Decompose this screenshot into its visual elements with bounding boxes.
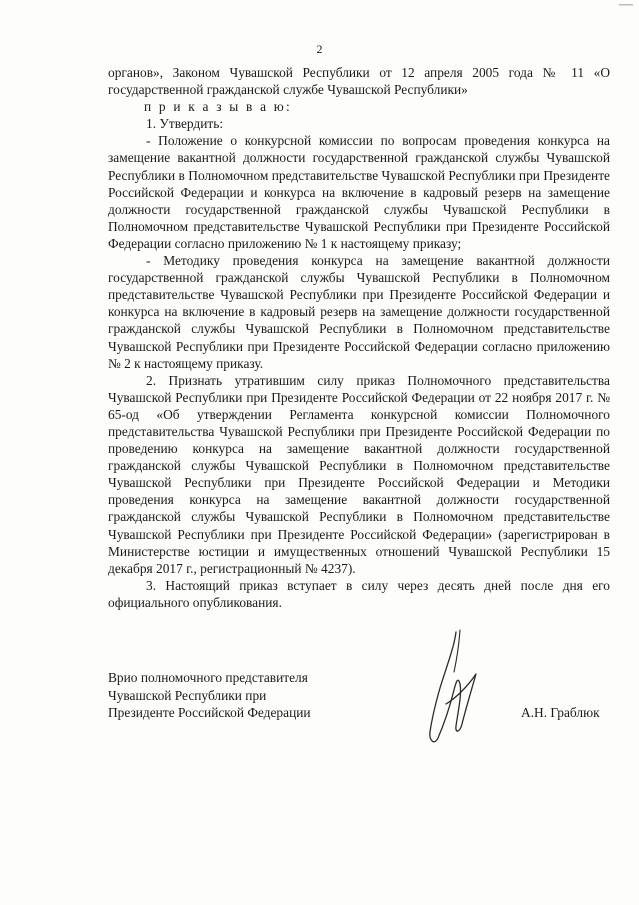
document-body bbox=[108, 64, 610, 611]
item1-bullet-methodology: - Методику проведения конкурса на замещение вакантной должности государственной гражданской службы Чувашской Республики в Полномочном представительстве Чувашской Республики при Президенте Российской Федерации и конкурса на включение в кадровый резерв на замещение должности государственной гражданской службы Чувашской Республики в Полномочном представительстве Чувашской Республики при Президенте Российской Федерации согласно приложению № 2 к настоящему приказу. bbox=[108, 253, 610, 371]
signatory-position bbox=[108, 669, 348, 722]
signatory-position-line: Чувашской Республики при bbox=[108, 687, 267, 703]
handwritten-signature bbox=[416, 628, 486, 758]
item1-bullet-regulation: - Положение о конкурсной комиссии по вопросам проведения конкурса на замещение вакантной должности государственной гражданской службы Чувашской Республики в Полномочном представительстве Чувашской Республики при Президенте Российской Федерации и конкурса на включение в кадровый резерв на замещение должности государственной гражданской службы Чувашской Республики в Полномочном представительстве Чувашской Республики при Президенте Российской Федерации согласно приложению № 1 к настоящему приказу; bbox=[108, 133, 610, 251]
scan-artifact bbox=[619, 4, 633, 7]
signatory-position-line: Врио полномочного представителя bbox=[108, 670, 308, 685]
item3-paragraph: 3. Настоящий приказ вступает в силу через десять дней после дня его официального опубликования. bbox=[108, 577, 610, 610]
item1-heading: 1. Утвердить: bbox=[146, 116, 224, 132]
page-number: 2 bbox=[316, 42, 323, 56]
signatory-position-line: Президенте Российской Федерации bbox=[108, 705, 311, 720]
intro-paragraph: органов», Законом Чувашской Республики от 12 апреля 2005 года № 11 «О государственной гражданской службе Чувашской Республики» bbox=[108, 65, 610, 98]
signer-name: А.Н. Граблюк bbox=[521, 705, 600, 720]
order-word: п р и к а з ы в а ю: bbox=[144, 99, 292, 115]
item2-paragraph: 2. Признать утратившим силу приказ Полномочного представительства Чувашской Республики при Президенте Российской Федерации от 22 ноября 2017 г. № 65-од «Об утверждении Регламента конкурсной комиссии Полномочного представительства Чувашской Республики при Президенте Российской Федерации по проведению конкурса на замещение вакантной должности государственной гражданской службы Чувашской Республики в Полномочном представительстве Чувашской Республики при Президенте Российской Федерации и Методики проведения конкурса на замещение вакантной должности государственной гражданской службы Чувашской Республики в Полномочном представительстве Чувашской Республики при Президенте Российской Федерации» (зарегистрирован в Министерстве юстиции и имущественных отношений Чувашской Республики 15 декабря 2017 г., регистрационный № 4237). bbox=[108, 372, 610, 576]
